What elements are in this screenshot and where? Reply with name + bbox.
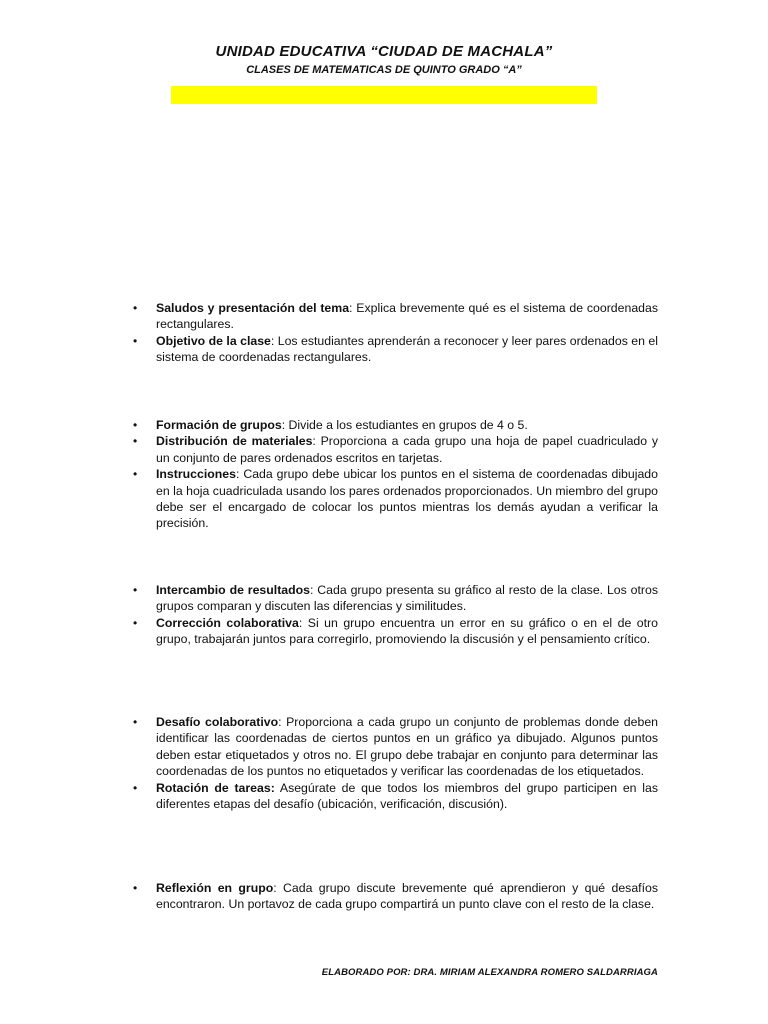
item-text: Asegúrate de que todos los miembros del grupo participen en las diferentes etapas del desafío (ubicación, verificación, discusión). — [156, 780, 658, 812]
item-term: Desafío colaborativo — [156, 715, 279, 729]
section-results — [133, 582, 658, 648]
list-item — [133, 333, 658, 366]
item-text: : Proporciona a cada grupo un conjunto de problemas donde deben identificar las coordenadas de ciertos puntos en un gráfico ya dibujado. Algunos puntos deben estar etiquetados y otros no. El grupo debe trabajar en conjunto para determinar las coordenadas de los puntos no etiquetados y verificar las coordenadas de los etiquetados. — [156, 715, 658, 779]
item-term: Formación de grupos — [156, 418, 282, 432]
list-item — [133, 615, 658, 648]
section-reflection — [133, 880, 658, 913]
author-footer: ELABORADO POR: DRA. MIRIAM ALEXANDRA ROMERO SALDARRIAGA — [321, 967, 658, 978]
bullet-icon: • — [133, 418, 138, 432]
bullet-icon: • — [133, 780, 138, 795]
bullet-icon: • — [133, 881, 138, 895]
bullet-icon: • — [133, 333, 138, 348]
list-item — [133, 714, 658, 780]
section-greeting — [133, 300, 658, 366]
list-item — [133, 433, 658, 466]
list-item — [133, 880, 658, 913]
section-challenge — [133, 714, 658, 812]
item-text: : Explica brevemente qué es el sistema de coordenadas rectangulares. — [156, 301, 658, 332]
item-term: Instrucciones — [156, 467, 236, 482]
list-item — [133, 466, 658, 532]
list-item — [133, 780, 658, 813]
list-item — [133, 582, 658, 615]
bullet-icon: • — [133, 583, 138, 597]
item-text: : Cada grupo debe ubicar los puntos en el sistema de coordenadas dibujado en la hoja cuadriculada usando los pares ordenados proporcionados. Un miembro del grupo debe ser el encargado de colocar los puntos mientras los demás ayudan a verificar la precisión. — [156, 467, 658, 531]
yellow-highlight-bar — [171, 86, 597, 104]
item-term: Reflexión en grupo — [156, 881, 274, 895]
section-groups — [133, 417, 658, 532]
list-item — [133, 300, 658, 333]
item-term: Saludos y presentación del tema — [156, 301, 350, 315]
bullet-icon: • — [133, 467, 138, 482]
item-term: Corrección colaborativa — [156, 615, 299, 630]
item-text: : Cada grupo presenta su gráfico al resto de la clase. Los otros grupos comparan y discuten las diferencias y similitudes. — [156, 583, 658, 614]
item-term: Objetivo de la clase — [156, 333, 271, 348]
document-title: UNIDAD EDUCATIVA “CIUDAD DE MACHALA” — [215, 43, 553, 60]
bullet-icon: • — [133, 615, 138, 630]
bullet-icon: • — [133, 301, 138, 315]
bullet-icon: • — [133, 715, 138, 729]
list-item — [133, 417, 658, 433]
item-text: : Si un grupo encuentra un error en su gráfico o en el de otro grupo, trabajarán juntos para corregirlo, promoviendo la discusión y el pensamiento crítico. — [156, 615, 658, 647]
bullet-icon: • — [133, 434, 138, 449]
item-text: : Los estudiantes aprenderán a reconocer y leer pares ordenados en el sistema de coordenadas rectangulares. — [156, 333, 658, 365]
item-term: Rotación de tareas: — [156, 780, 275, 795]
item-text: : Proporciona a cada grupo una hoja de papel cuadriculado y un conjunto de pares ordenados escritos en tarjetas. — [156, 434, 658, 465]
item-text: : Cada grupo discute brevemente qué aprendieron y qué desafíos encontraron. Un portavoz de cada grupo compartirá un punto clave con el resto de la clase. — [156, 881, 658, 912]
item-term: Distribución de materiales — [156, 434, 313, 449]
item-text: : Divide a los estudiantes en grupos de 4 o 5. — [281, 418, 528, 432]
document-subtitle: CLASES DE MATEMATICAS DE QUINTO GRADO “A” — [246, 64, 522, 76]
item-term: Intercambio de resultados — [156, 583, 310, 597]
